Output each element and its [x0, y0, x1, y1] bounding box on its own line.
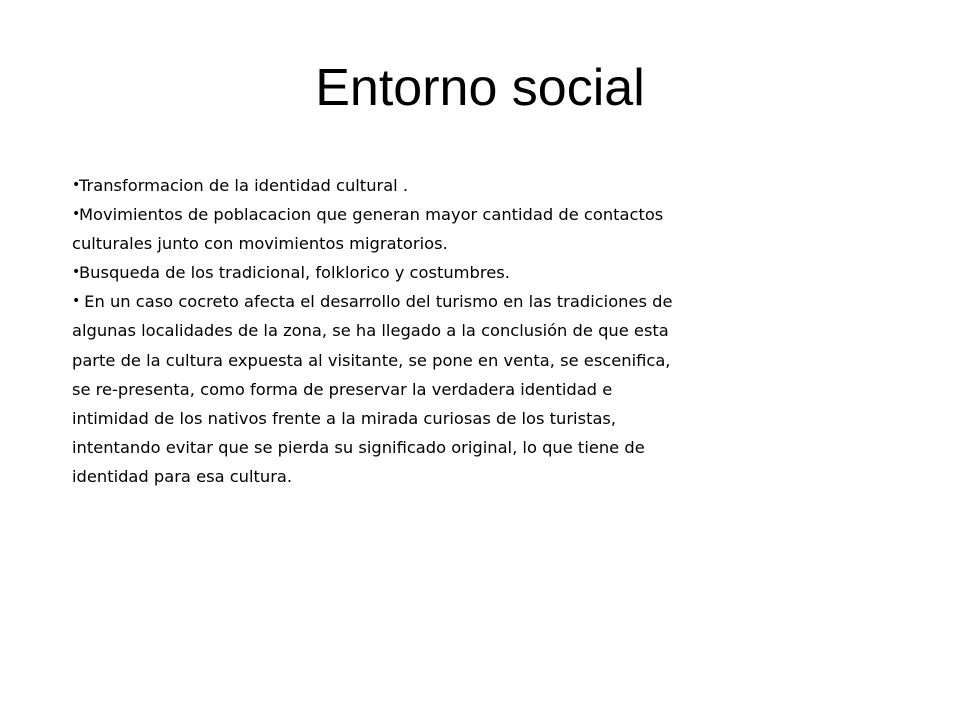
slide-title: Entorno social [315, 59, 645, 117]
bullet-icon: • [72, 264, 81, 281]
bullet-item-identity [72, 171, 682, 200]
bullet-text: En un caso cocreto afecta el desarrollo del turismo en las tradiciones de algunas localidades de la zona, se ha llegado a la conclusión de que esta parte de la cultura expuesta al visitante, se pone en venta, se escenifica, se re-presenta, como forma de preservar la verdadera identidad e intimidad de los nativos frente a la mirada curiosas de los turistas, intentando evitar que se pierda su significado original, lo que tiene de identidad para esa cultura. [72, 292, 673, 486]
bullet-text: Movimientos de poblacacion que generan mayor cantidad de contactos culturales junto con movimientos migratorios. [72, 205, 664, 254]
bullet-text: Transformacion de la identidad cultural . [79, 176, 409, 195]
bullet-icon: • [72, 293, 81, 310]
bullet-item-tourism [72, 287, 682, 491]
bullet-item-population [72, 200, 682, 258]
bullet-text: Busqueda de los tradicional, folklorico y costumbres. [79, 263, 510, 283]
bullet-item-tradition [72, 258, 682, 287]
bullet-list [72, 171, 682, 491]
bullet-icon: • [72, 177, 81, 193]
bullet-icon: • [72, 206, 81, 223]
